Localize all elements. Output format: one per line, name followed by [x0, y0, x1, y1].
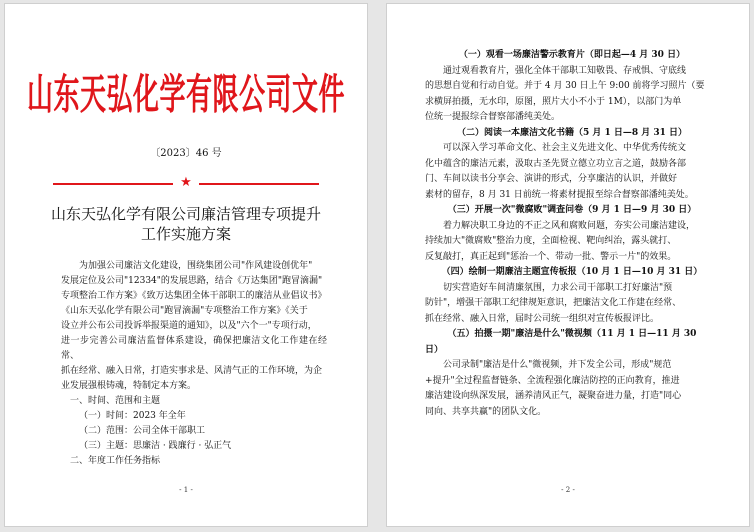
divider-line-left — [53, 183, 173, 185]
task-line: 着力解决职工身边的不正之风和腐败问题，夯实公司廉洁建设， — [443, 220, 696, 231]
task-line: 抓在经常、融入日常，届时公司统一组织对宣传板报评比。 — [425, 313, 660, 324]
divider-line-right — [199, 183, 319, 185]
task-line: 持续加大"微腐败"整治力度，全面检视、靶向纠治，露头就打、 — [425, 236, 677, 246]
intro-line: 业发展强根铸魂，特制定本方案。 — [61, 381, 197, 391]
document-header: 山东天弘化学有限公司文件 — [26, 71, 345, 120]
task-heading: （一）观看一场廉洁警示教育片（即日起—4 月 30 日） — [458, 50, 686, 60]
red-divider — [53, 175, 319, 190]
task-heading-cont: 日） — [425, 344, 444, 355]
page-number: - 1 - — [179, 486, 193, 494]
intro-line: 设立并公布公司投诉举报渠道的通知》，以及"六个一"专项行动， — [61, 321, 317, 331]
task-heading: （二）阅读一本廉洁文化书籍（5 月 1 日—8 月 31 日） — [456, 127, 688, 138]
scope-item: （三）主题：思廉洁 · 践廉行 · 弘正气 — [79, 441, 232, 451]
task-line: 公司录制"廉洁是什么"微视频，并下发全公司，形成"规范 — [443, 360, 672, 370]
title-line-2: 工作实施方案 — [140, 225, 231, 243]
document-title — [25, 204, 347, 244]
document-page-2 — [386, 3, 750, 527]
star-icon: ★ — [180, 175, 192, 190]
task-heading: （五）拍摄一期"廉洁是什么"微视频（11 月 1 日—11 月 30 — [447, 329, 697, 339]
task-line: 廉洁建设向纵深发展，涵养清风正气，凝聚奋进力量，打造"同心 — [425, 391, 682, 401]
task-line: 同向、共享共赢"的团队文化。 — [425, 406, 547, 417]
task-line: 防针"，增强干部职工纪律规矩意识，把廉洁文化工作建在经常、 — [425, 298, 682, 308]
section-heading-1: 一、时间、范围和主题 — [70, 396, 161, 406]
task-line: 可以深入学习革命文化、社会主义先进文化、中华优秀传统文 — [443, 143, 687, 153]
intro-line: 专项整治工作方案》《致万达集团全体干部职工的廉洁从业倡议书》 — [61, 291, 327, 301]
task-line: 素材的留存，8 月 31 日前统一将素材提报至综合督察部潘纯美处。 — [425, 189, 694, 200]
task-line: 化中蕴含的廉洁元素，汲取古圣先贤立德立功立言之道，鼓励各部 — [425, 158, 687, 169]
task-line: 通过观看教育片，强化全体干部职工知敬畏、存戒惧、守底线 — [443, 65, 687, 76]
intro-line: 为加强公司廉洁文化建设，围绕集团公司"作风建设创优年" — [79, 261, 313, 271]
scope-item: （一）时间：2023 年全年 — [79, 411, 186, 421]
title-line-1: 山东天弘化学有限公司廉洁管理专项提升 — [50, 205, 321, 223]
intro-line: 抓在经常、融入日常，打造实事求是、风清气正的工作环境，为企 — [61, 366, 323, 376]
intro-line: 发展定位及公司"12334"的发展思路，结合《万达集团"跑冒滴漏" — [61, 276, 323, 286]
task-line: 切实营造好车间清廉氛围，力求公司干部职工打好廉洁"预 — [443, 282, 673, 293]
intro-line: 《山东天弘化学有限公司"跑冒滴漏"专项整治工作方案》《关于 — [61, 306, 308, 316]
document-number: 〔2023〕46 号 — [150, 148, 222, 159]
task-line: 位统一提报综合督察部潘纯美处。 — [425, 112, 561, 122]
page1-body — [61, 259, 327, 469]
intro-line: 进一步完善公司廉洁监督体系建设，确保把廉洁文化工作建在经常、 — [61, 336, 327, 361]
document-page-1 — [4, 3, 368, 527]
task-line: 求横屏拍摄，无水印，原图，照片大小不小于 1M），以部门为单 — [425, 96, 682, 107]
section-heading-2: 二、年度工作任务指标 — [70, 456, 161, 466]
page-number: - 2 - — [561, 486, 575, 494]
task-line: 反复敲打，真正起到"惩治一个、带动一批、警示一片"的效果。 — [425, 251, 677, 262]
task-heading: （四）绘制一期廉洁主题宣传板报（10 月 1 日—10 月 31 日） — [441, 267, 703, 277]
page2-body — [425, 48, 719, 420]
scope-item: （二）范围：公司全体干部职工 — [79, 426, 206, 436]
task-line: 门、车间以读书分享会、演讲的形式，分享廉洁的认识，并做好 — [425, 174, 678, 184]
task-line: 的思想自觉和行动自觉。并于 4 月 30 日上午 9:00 前将学习照片（要 — [425, 81, 705, 91]
task-line: +提升"全过程监督链条、全流程强化廉洁防控的正向教育，推进 — [425, 375, 680, 386]
task-heading: （三）开展一次"微腐败"调查问卷（9 月 1 日—9 月 30 日） — [447, 205, 697, 215]
